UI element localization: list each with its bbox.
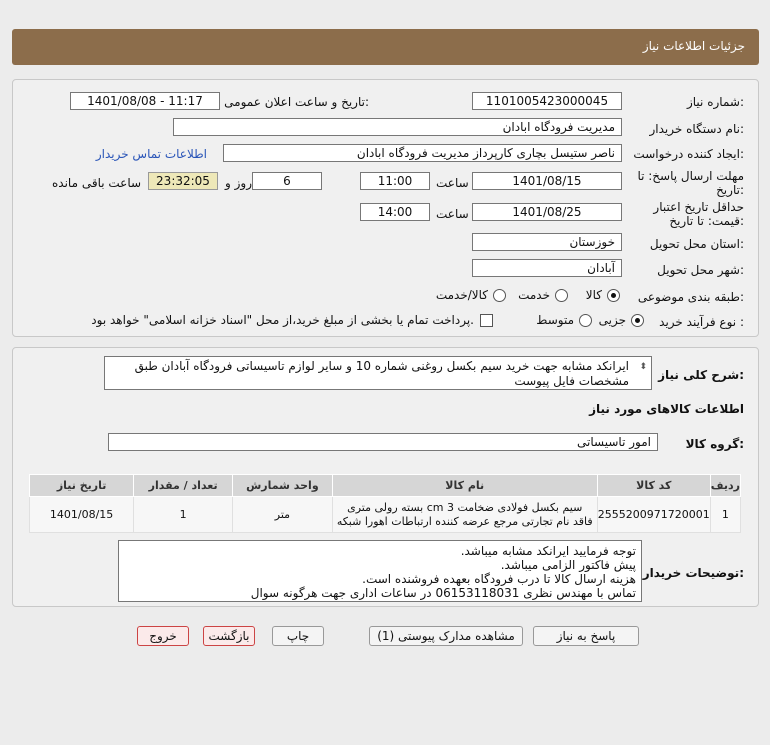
- summary-box: [104, 356, 652, 390]
- process-label: نوع فرآیند خرید :: [659, 315, 744, 329]
- category-option-goods: کالا: [585, 288, 602, 302]
- remaining-label: ساعت باقی مانده: [52, 176, 142, 190]
- category-radio-service[interactable]: [518, 288, 568, 302]
- category-radio-goods-service[interactable]: [436, 288, 506, 302]
- page-title: جزئیات اطلاعات نیاز: [642, 39, 745, 53]
- days-field: 6: [252, 172, 322, 190]
- category-radio-goods[interactable]: [586, 288, 620, 302]
- validity-time-field: 14:00: [360, 203, 430, 221]
- buyer-note-line: تماس با مهندس نظری 06153118031 در ساعات اداری جهت هرگونه سوال: [250, 586, 636, 600]
- view-attachments-button[interactable]: مشاهده مدارک پیوستی (1): [369, 626, 523, 646]
- category-option-goods-service: کالا/خدمت: [435, 288, 488, 302]
- group-label: گروه کالا:: [685, 437, 744, 451]
- radio-unselected-icon[interactable]: [579, 314, 592, 327]
- payment-note: پرداخت تمام یا بخشی از مبلغ خرید،از محل "اسناد خزانه اسلامی" خواهد بود.: [91, 313, 474, 327]
- col-row-number: ردیف: [710, 475, 740, 497]
- deadline-label-1: مهلت ارسال پاسخ: تا: [637, 169, 744, 183]
- province-field: خوزستان: [472, 233, 622, 251]
- buyer-notes-box: [118, 540, 642, 602]
- province-label: استان محل تحویل:: [649, 237, 744, 251]
- category-option-service: خدمت: [518, 288, 550, 302]
- days-label: روز و: [225, 176, 252, 190]
- buyer-notes-label: توضیحات خریدار:: [642, 566, 744, 580]
- deadline-label-2: تاریخ:: [716, 183, 744, 197]
- validity-date-field: 1401/08/25: [472, 203, 622, 221]
- cell-need-date: 1401/08/15: [30, 497, 134, 533]
- requester-label: ایجاد کننده درخواست:: [633, 147, 744, 161]
- table-row: [30, 497, 741, 533]
- validity-label-1: حداقل تاریخ اعتبار: [653, 200, 744, 214]
- validity-label-2: قیمت: تا تاریخ:: [669, 214, 744, 228]
- remaining-time-field: 23:32:05: [148, 172, 218, 190]
- contact-info-link[interactable]: اطلاعات تماس خریدار: [95, 147, 207, 161]
- deadline-time-field: 11:00: [360, 172, 430, 190]
- col-unit: واحد شمارش: [233, 475, 333, 497]
- resize-icon: ⬍: [639, 362, 647, 372]
- city-field: آبادان: [472, 259, 622, 277]
- page-header: [12, 29, 759, 65]
- goods-table: [29, 474, 741, 533]
- radio-unselected-icon[interactable]: [555, 289, 568, 302]
- col-quantity: تعداد / مقدار: [134, 475, 233, 497]
- buyer-org-field: مدیریت فرودگاه ابادان: [173, 118, 622, 136]
- radio-unselected-icon[interactable]: [493, 289, 506, 302]
- process-radio-medium[interactable]: [536, 313, 592, 327]
- buyer-note-line: هزینه ارسال کالا تا درب فرودگاه بعهده فروشنده است.: [362, 572, 636, 586]
- radio-selected-icon[interactable]: [631, 314, 644, 327]
- exit-button[interactable]: خروج: [137, 626, 189, 646]
- validity-hour-label: ساعت: [436, 207, 469, 221]
- process-option-minor: جزیی: [598, 313, 626, 327]
- reply-button[interactable]: پاسخ به نیاز: [533, 626, 639, 646]
- buyer-note-line: توجه فرمایید ایرانکد مشابه میباشد.: [460, 544, 636, 558]
- goods-info-title: اطلاعات کالاهای مورد نیاز: [589, 402, 744, 416]
- col-need-date: تاریخ نیاز: [30, 475, 134, 497]
- process-option-medium: متوسط: [536, 313, 574, 327]
- summary-text: ایرانکد مشابه جهت خرید سیم بکسل روغنی شماره 10 و سایر لوازم تاسیساتی فرودگاه آبادان طبق مشخصات فایل پیوست: [134, 359, 629, 388]
- category-label: طبقه بندی موضوعی:: [637, 290, 744, 304]
- buyer-note-line: پیش فاکتور الزامی میباشد.: [500, 558, 636, 572]
- table-header-row: [30, 475, 741, 497]
- cell-row-number: 1: [710, 497, 740, 533]
- group-field: امور تاسیساتی: [108, 433, 658, 451]
- summary-label: شرح کلی نیاز:: [658, 368, 744, 382]
- deadline-date-field: 1401/08/15: [472, 172, 622, 190]
- buyer-org-label: نام دستگاه خریدار:: [649, 122, 744, 136]
- col-item-name: نام کالا: [332, 475, 597, 497]
- city-label: شهر محل تحویل:: [657, 263, 744, 277]
- cell-quantity: 1: [134, 497, 233, 533]
- announce-label: تاریخ و ساعت اعلان عمومی:: [224, 95, 369, 109]
- requester-field: ناصر ستیسل بچاری کارپرداز مدیریت فرودگاه ابادان: [223, 144, 622, 162]
- radio-selected-icon[interactable]: [607, 289, 620, 302]
- need-number-field: 1101005423000045: [472, 92, 622, 110]
- col-item-code: کد کالا: [597, 475, 710, 497]
- deadline-hour-label: ساعت: [436, 176, 469, 190]
- print-button[interactable]: چاپ: [272, 626, 324, 646]
- back-button[interactable]: بازگشت: [203, 626, 255, 646]
- need-number-label: شماره نیاز:: [686, 95, 744, 109]
- cell-item-code: 2555200971720001: [597, 497, 710, 533]
- cell-item-name: سیم بکسل فولادی ضخامت 3 cm بسته رولی متری فاقد نام تجارتی مرجع عرضه کننده ارتباطات اهورا شبکه: [332, 497, 597, 533]
- announce-field: 1401/08/08 - 11:17: [70, 92, 220, 110]
- process-radio-minor[interactable]: [599, 313, 644, 327]
- cell-unit: متر: [233, 497, 333, 533]
- payment-checkbox-row[interactable]: [91, 313, 493, 327]
- treasury-checkbox[interactable]: [480, 314, 493, 327]
